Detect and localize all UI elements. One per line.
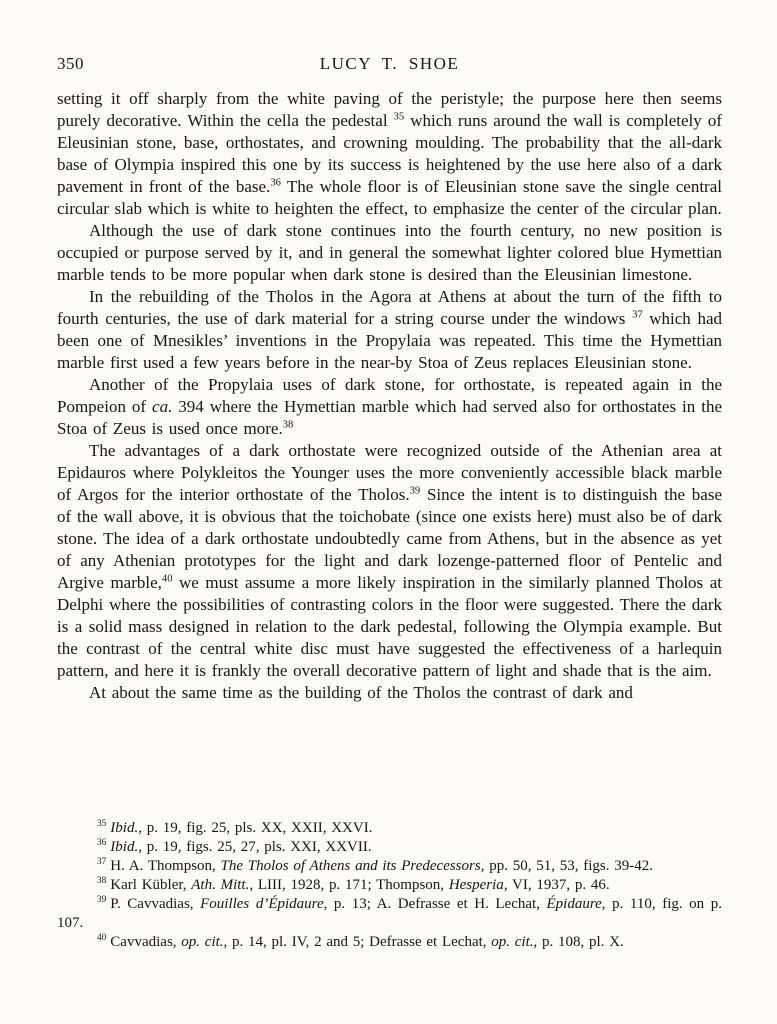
footnote-text: Cavvadias, op. cit., p. 14, pl. IV, 2 and 5; Defrasse et Lechat, op. cit., p. 108, pl. X. [110,934,624,950]
footnote-40 [57,933,722,952]
footnote-36 [57,838,722,857]
footnotes-section [57,819,722,952]
footnote-35 [57,819,722,838]
paragraph-3: In the rebuilding of the Tholos in the Agora at Athens at about the turn of the fifth to fourth centuries, the use of dark material for a string course under the windows $^{37}$ which had been one of Mnesikles’ inventions in the Propylaia was repeated. This time the Hymettian marble first used a few years before in the near-by Stoa of Zeus replaces Eleusinian stone. [57,287,723,372]
footnote-37 [57,857,722,876]
paragraph-continued: setting it off sharply from the white paving of the peristyle; the purpose here then seems purely decorative. Within the cella the pedestal $^{35}$ which runs around the wall is completely of Eleusinian stone, base, orthostates, and crowning moulding. The probability that the all-dark base of Olympia inspired this one by its success is heightened by the use here also of a dark pavement in front of the base.$^{36}$ The whole floor is of Eleusinian stone save the single central circular slab which is white to heighten the effect, to emphasize the center of the circular plan. [57,89,722,218]
footnote-text: H. A. Thompson, The Tholos of Athens and its Predecessors, pp. 50, 51, 53, figs. 39-42. [110,858,653,874]
footnote-text: P. Cavvadias, Fouilles d’Épidaure, p. 13; A. Defrasse et H. Lechat, Épidaure, p. 110, fig. on p. 107. [57,896,722,931]
footnote-marker: 39 [97,895,107,905]
footnote-39 [57,895,722,933]
running-head [57,52,722,76]
paragraph-4: Another of the Propylaia uses of dark stone, for orthostate, is repeated again in the Pompeion of ca. 394 where the Hymettian marble which had served also for orthostates in the Stoa of Zeus is used once more.$^{38}$ [57,375,722,438]
footnote-marker: 37 [97,857,107,867]
footnote-marker: 40 [97,933,107,943]
paragraph-2: Although the use of dark stone continues into the fourth century, no new position is occupied or purpose served by it, and in general the somewhat lighter colored blue Hymettian marble tends to be more popular when dark stone is desired than the Eleusinian limestone. [57,221,722,284]
footnote-marker: 35 [97,819,107,829]
running-title: LUCY T. SHOE [319,54,460,73]
footnote-text: Karl Kübler, Ath. Mitt., LIII, 1928, p. 171; Thompson, Hesperia, VI, 1937, p. 46. [110,877,610,893]
footnote-marker: 38 [97,876,107,886]
footnote-text: Ibid., p. 19, figs. 25, 27, pls. XXI, XXVII. [110,839,372,855]
article-body [57,88,722,704]
page-number: 350 [57,54,84,73]
footnote-text: Ibid., p. 19, fig. 25, pls. XX, XXII, XXVI. [110,820,373,836]
footnote-marker: 36 [97,838,107,848]
footnote-38 [57,876,722,895]
paragraph-5: The advantages of a dark orthostate were recognized outside of the Athenian area at Epidauros where Polykleitos the Younger uses the more conveniently accessible black marble of Argos for the interior orthostate of the Tholos.$^{39}$ Since the intent is to distinguish the base of the wall above, it is obvious that the toichobate (since one exists here) must also be of dark stone. The idea of a dark orthostate undoubtedly came from Athens, but in the absence as yet of any Athenian prototypes for the light and dark lozenge-patterned floor of Pentelic and Argive marble,$^{40}$ we must assume a more likely inspiration in the similarly planned Tholos at Delphi where the possibilities of contrasting colors in the floor were suggested. There the dark is a solid mass designed in relation to the dark pedestal, following the Olympia example. But the contrast of the central white disc must have suggested the effectiveness of a harlequin pattern, and here it is frankly the overall decorative pattern of light and shade that is the aim. [57,441,722,680]
paragraph-6: At about the same time as the building of the Tholos the contrast of dark and [89,683,633,702]
